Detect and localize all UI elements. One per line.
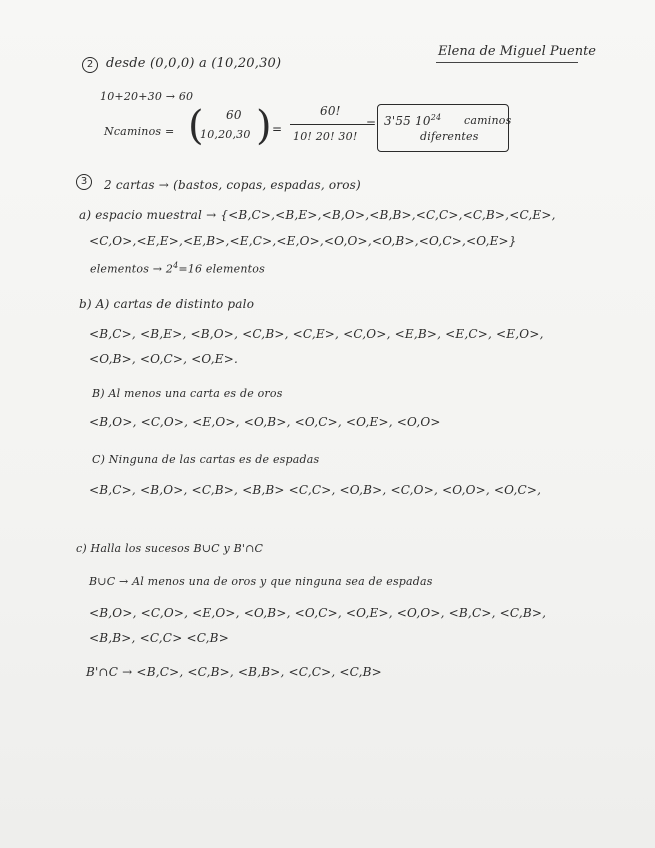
part-b-line2: <O,B>, <O,C>, <O,E>. [89, 352, 239, 366]
problem-3-title: 2 cartas → (bastos, copas, espadas, oros) [104, 178, 361, 192]
fraction-denominator: 10! 20! 30! [293, 130, 358, 143]
result-equals: = [366, 116, 377, 130]
problem-2-sum: 10+20+30 → 60 [100, 90, 194, 103]
part-C-title: C) Ninguna de las cartas es de espadas [92, 453, 320, 466]
author-underline [436, 62, 578, 63]
result-value: 3'55 $10^{24}$ [384, 113, 442, 128]
result-unit: caminos [464, 114, 512, 127]
part-b-title: b) A) cartas de distinto palo [79, 297, 255, 311]
binomial-right-paren: ) [256, 103, 272, 149]
part-c-line2: <B,B>, <C,C> <C,B> [89, 631, 229, 645]
equals-sign: = [272, 122, 283, 136]
problem-2-lhs: Ncaminos = [104, 125, 175, 138]
fraction-numerator: 60! [320, 104, 341, 118]
part-B-line1: <B,O>, <C,O>, <E,O>, <O,B>, <O,C>, <O,E>, <O,O> [89, 415, 441, 429]
part-c-subtitle: B∪C → Al menos una de oros y que ninguna sea de espadas [89, 575, 433, 588]
problem-2-number: 2 [82, 57, 98, 73]
part-b-line1: <B,C>, <B,E>, <B,O>, <C,B>, <C,E>, <C,O>, <E,B>, <E,C>, <E,O>, [89, 327, 544, 341]
binomial-bottom: 10,20,30 [200, 128, 251, 141]
part-a-line1: a) espacio muestral → {<B,C>,<B,E>,<B,O>,<B,B>,<C,C>,<C,B>,<C,E>, [79, 208, 556, 222]
part-a-line3: elementos → $2^4=16$ elementos [90, 261, 265, 276]
part-B-title: B) Al menos una carta es de oros [92, 387, 283, 400]
problem-3-number: 3 [76, 174, 92, 190]
binomial-left-paren: ( [188, 103, 204, 149]
fraction-bar [290, 124, 370, 125]
problem-2-title: desde (0,0,0) a (10,20,30) [106, 56, 282, 71]
part-c-line3: B'∩C → <B,C>, <C,B>, <B,B>, <C,C>, <C,B> [86, 665, 382, 679]
author-name: Elena de Miguel Puente [438, 44, 596, 59]
part-a-line2: <C,O>,<E,E>,<E,B>,<E,C>,<E,O>,<O,O>,<O,B>,<O,C>,<O,E>} [89, 234, 517, 248]
binomial-top: 60 [226, 108, 242, 122]
part-c-line1: <B,O>, <C,O>, <E,O>, <O,B>, <O,C>, <O,E>, <O,O>, <B,C>, <C,B>, [89, 606, 547, 620]
part-c-title: c) Halla los sucesos B∪C y B'∩C [76, 542, 264, 555]
part-C-line1: <B,C>, <B,O>, <C,B>, <B,B> <C,C>, <O,B>, <C,O>, <O,O>, <O,C>, [89, 483, 542, 497]
result-box [377, 104, 512, 152]
result-line2: diferentes [420, 130, 479, 143]
